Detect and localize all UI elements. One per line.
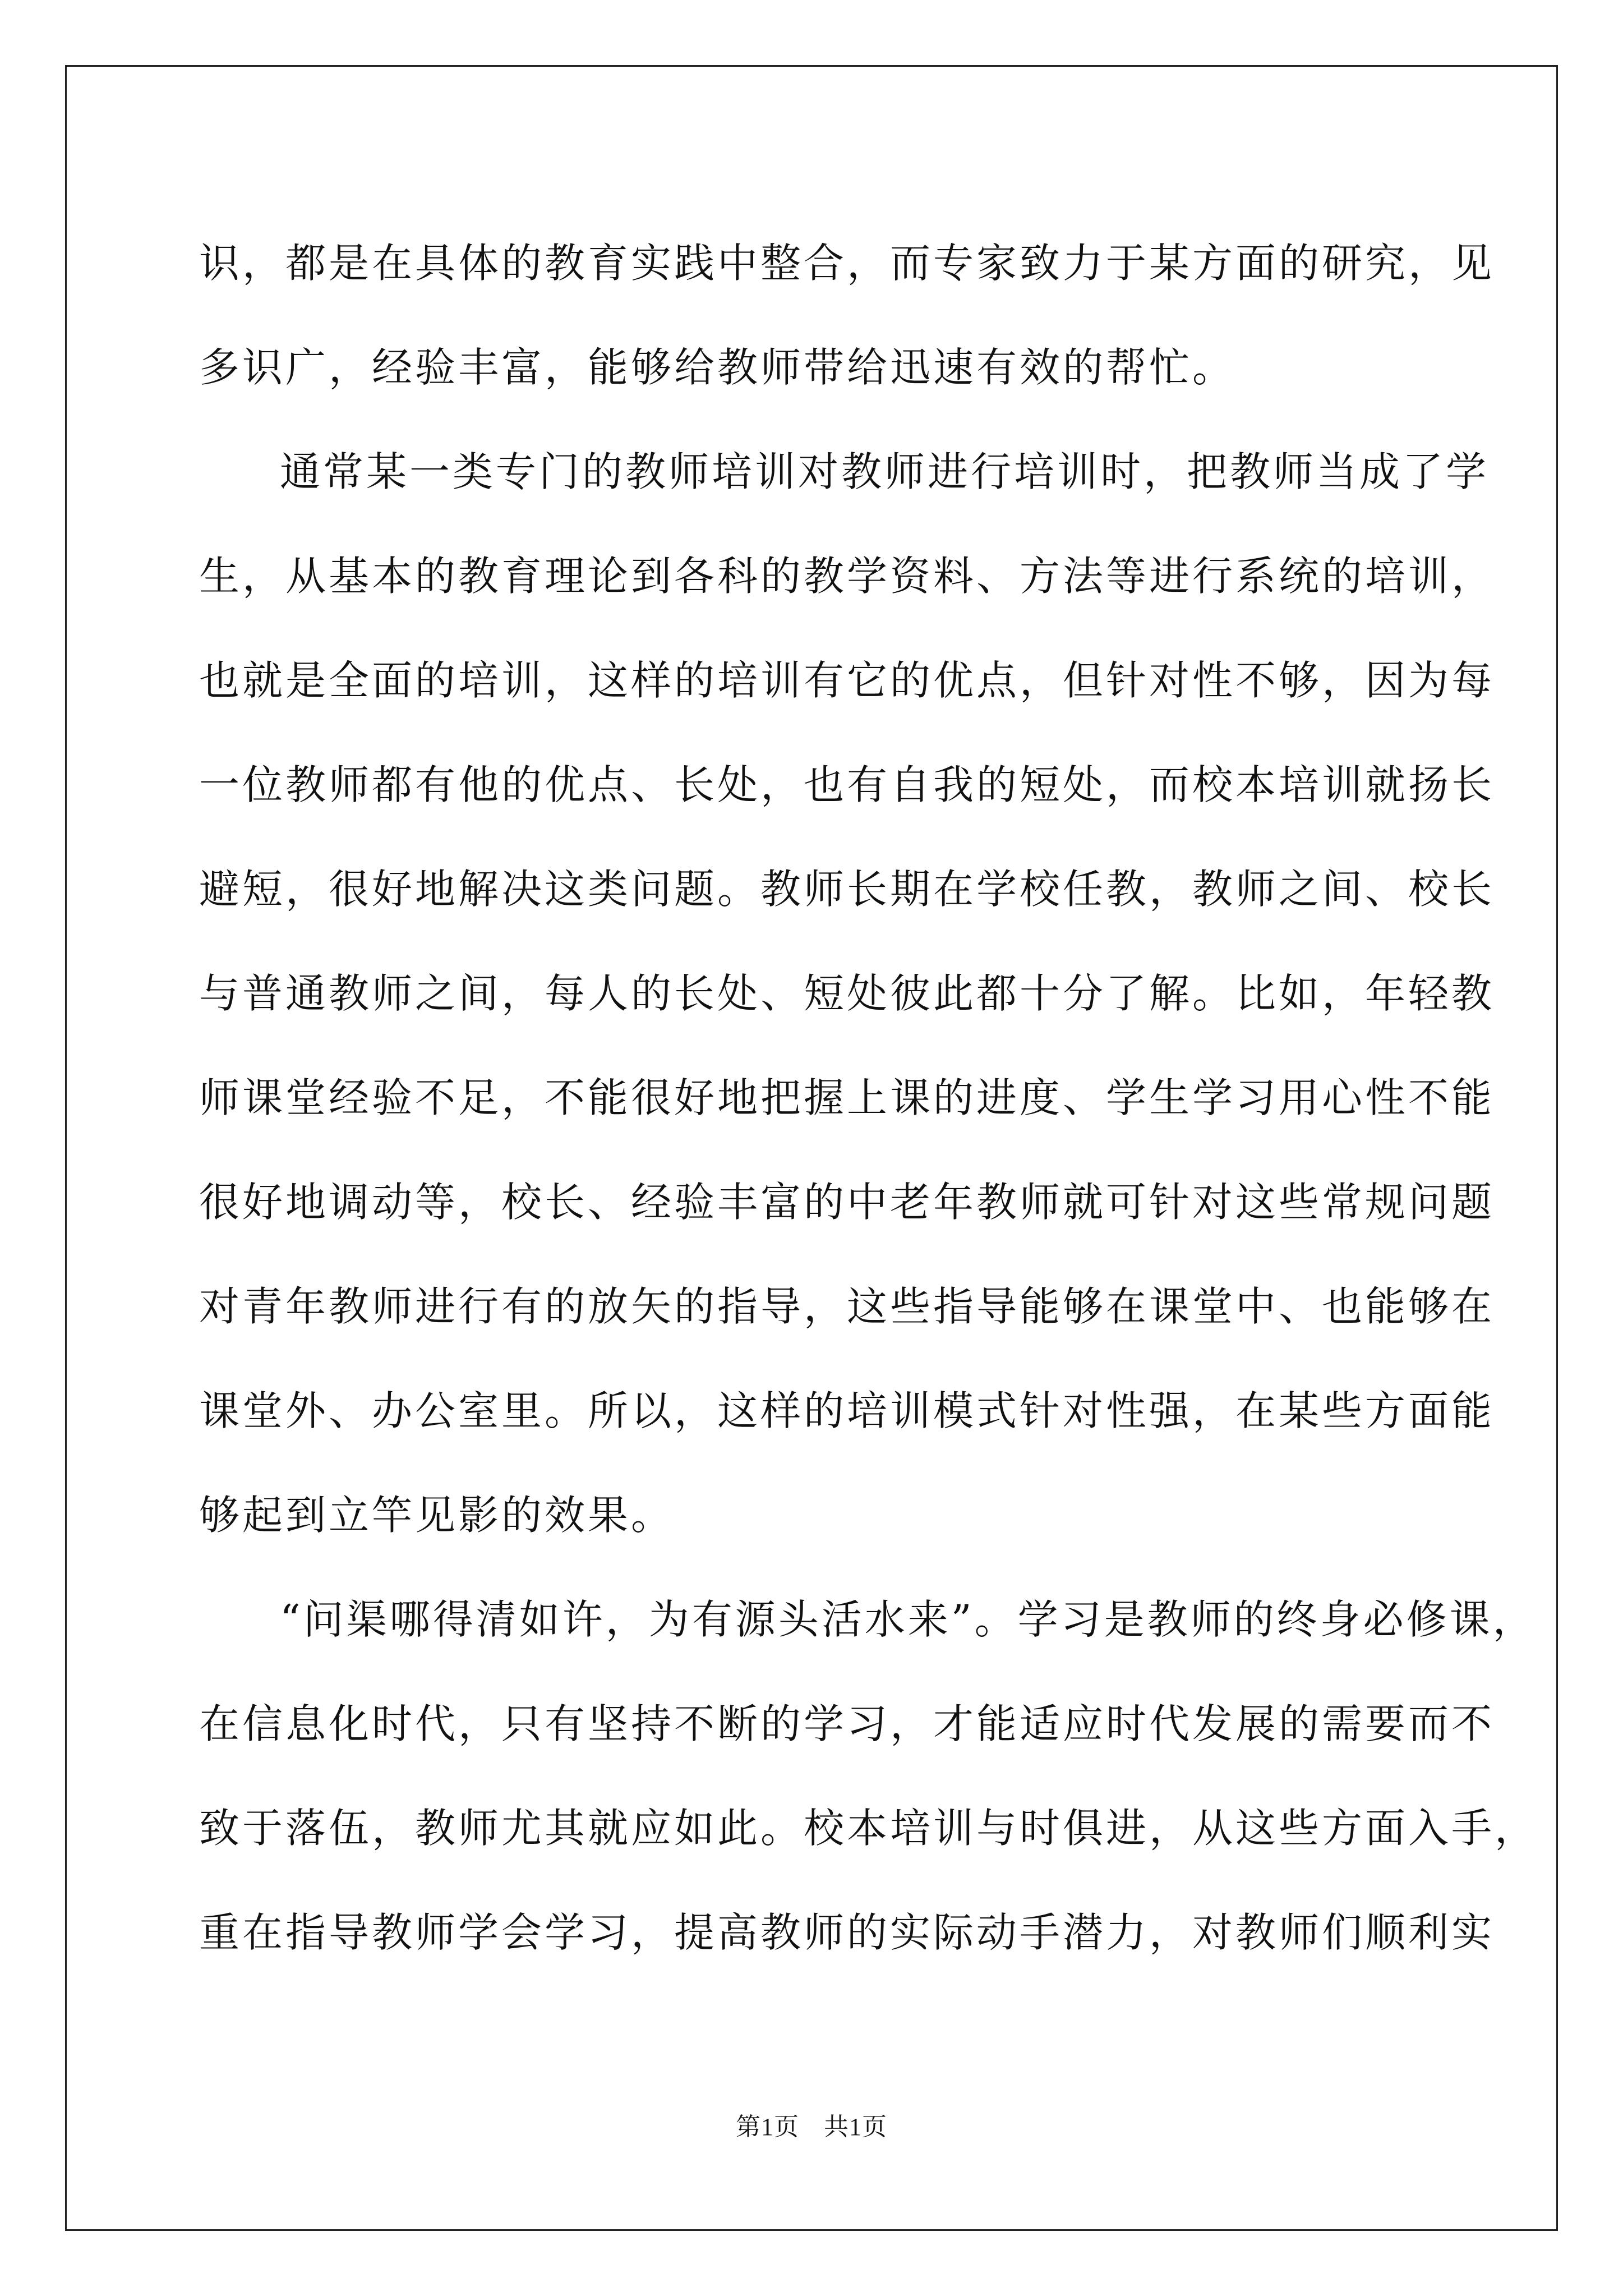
paragraph-2	[199, 420, 1495, 1567]
paragraph-line: 在信息化时代，只有坚持不断的学习，才能适应时代发展的需要而不	[199, 1700, 1495, 1747]
paragraph-line: 够起到立竿见影的效果。	[199, 1492, 675, 1539]
page-footer	[0, 2106, 1623, 2142]
paragraph-line: 生，从基本的教育理论到各科的教学资料、方法等进行系统的培训，	[199, 553, 1495, 600]
paragraph-3	[199, 1567, 1538, 1985]
paragraph-line: 与普通教师之间，每人的长处、短处彼此都十分了解。比如，年轻教	[199, 970, 1495, 1017]
paragraph-1	[199, 211, 1495, 420]
paragraph-line: 师课堂经验不足，不能很好地把握上课的进度、学生学习用心性不能	[199, 1074, 1495, 1121]
paragraph-line: 多识广，经验丰富，能够给教师带给迅速有效的帮忙。	[199, 344, 1236, 391]
page-number: 第1页	[736, 2113, 799, 2141]
page-total: 共1页	[824, 2113, 887, 2141]
paragraph-line: “问渠哪得清如许，为有源头活水来”。学习是教师的终身必修课，	[280, 1596, 1536, 1643]
paragraph-line: 也就是全面的培训，这样的培训有它的优点，但针对性不够，因为每	[199, 657, 1495, 704]
paragraph-line: 致于落伍，教师尤其就应如此。校本培训与时俱进，从这些方面入手，	[199, 1805, 1538, 1852]
paragraph-line: 很好地调动等，校长、经验丰富的中老年教师就可针对这些常规问题	[199, 1179, 1495, 1226]
paragraph-line: 识，都是在具体的教育实践中整合，而专家致力于某方面的研究，见	[199, 240, 1495, 287]
paragraph-line: 通常某一类专门的教师培训对教师进行培训时，把教师当成了学	[280, 448, 1490, 495]
paragraph-line: 课堂外、办公室里。所以，这样的培训模式针对性强，在某些方面能	[199, 1387, 1495, 1434]
document-body	[199, 211, 1538, 1985]
paragraph-line: 一位教师都有他的优点、长处，也有自我的短处，而校本培训就扬长	[199, 761, 1495, 808]
paragraph-line: 对青年教师进行有的放矢的指导，这些指导能够在课堂中、也能够在	[199, 1283, 1495, 1330]
paragraph-line: 重在指导教师学会学习，提高教师的实际动手潜力，对教师们顺利实	[199, 1909, 1495, 1956]
paragraph-line: 避短，很好地解决这类问题。教师长期在学校任教，教师之间、校长	[199, 866, 1495, 913]
